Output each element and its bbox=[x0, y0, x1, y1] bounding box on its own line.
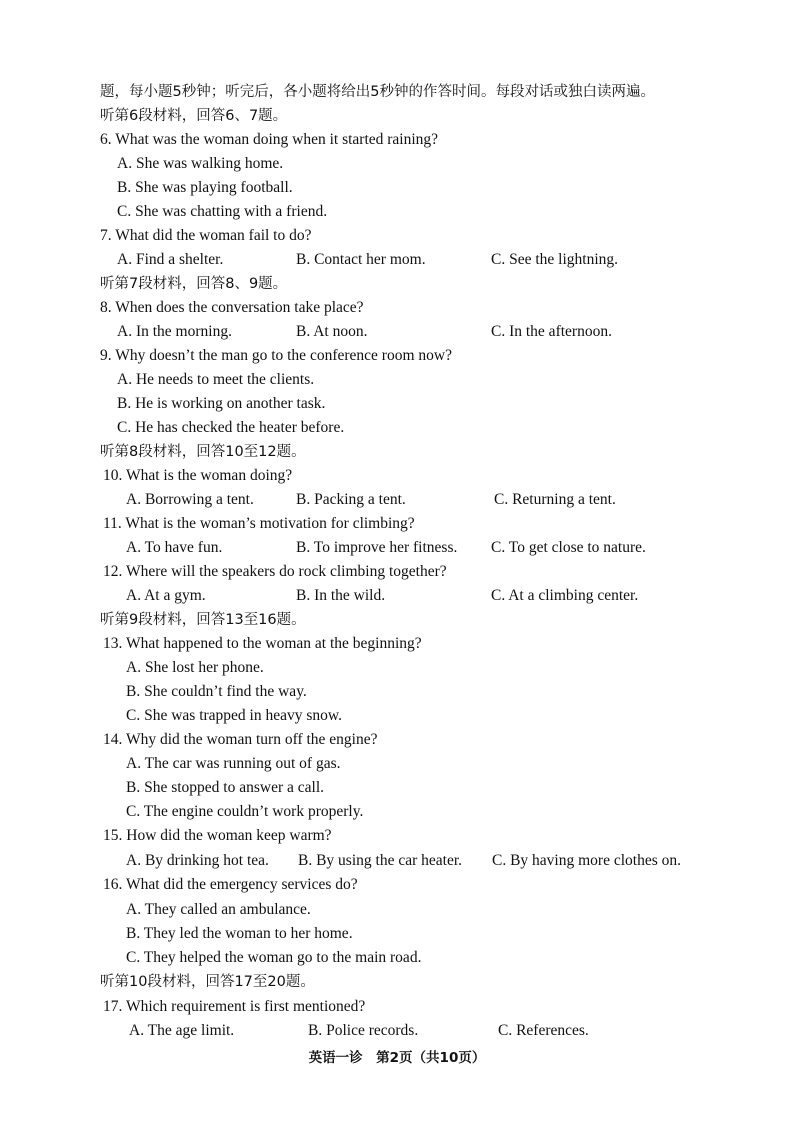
option: A. The age limit. bbox=[129, 1022, 235, 1039]
option: A. By drinking hot tea. bbox=[126, 852, 269, 869]
option: A. They called an ambulance. bbox=[126, 901, 311, 918]
section-label: 听第10段材料，回答17至20题。 bbox=[100, 974, 315, 990]
option: C. He has checked the heater before. bbox=[117, 419, 345, 436]
section-label: 听第9段材料，回答13至16题。 bbox=[100, 612, 306, 628]
option: C. By having more clothes on. bbox=[492, 852, 681, 869]
question-stem: 13. What happened to the woman at the beginning? bbox=[103, 635, 422, 652]
option: A. The car was running out of gas. bbox=[126, 755, 341, 772]
instructions-text: 题，每小题5秒钟；听完后，各小题将给出5秒钟的作答时间。每段对话或独白读两遍。 bbox=[100, 84, 655, 100]
option: A. At a gym. bbox=[126, 587, 206, 604]
option: B. They led the woman to her home. bbox=[126, 925, 353, 942]
option: C. The engine couldn’t work properly. bbox=[126, 803, 364, 820]
question-stem: 17. Which requirement is first mentioned? bbox=[103, 998, 366, 1015]
option: B. Contact her mom. bbox=[296, 251, 426, 268]
option: B. She couldn’t find the way. bbox=[126, 683, 307, 700]
option: B. Packing a tent. bbox=[296, 491, 406, 508]
section-label: 听第8段材料，回答10至12题。 bbox=[100, 444, 306, 460]
option: C. They helped the woman go to the main road. bbox=[126, 949, 422, 966]
option: B. She was playing football. bbox=[117, 179, 293, 196]
option: B. Police records. bbox=[308, 1022, 419, 1039]
option: C. References. bbox=[498, 1022, 589, 1039]
question-stem: 14. Why did the woman turn off the engine? bbox=[103, 731, 378, 748]
option: C. Returning a tent. bbox=[494, 491, 616, 508]
question-stem: 8. When does the conversation take place? bbox=[100, 299, 364, 316]
option: A. To have fun. bbox=[126, 539, 223, 556]
option: B. To improve her fitness. bbox=[296, 539, 458, 556]
question-stem: 11. What is the woman’s motivation for climbing? bbox=[103, 515, 415, 532]
question-stem: 12. Where will the speakers do rock climbing together? bbox=[103, 563, 447, 580]
option: C. In the afternoon. bbox=[491, 323, 612, 340]
option: B. She stopped to answer a call. bbox=[126, 779, 325, 796]
question-stem: 15. How did the woman keep warm? bbox=[103, 827, 332, 844]
question-stem: 7. What did the woman fail to do? bbox=[100, 227, 312, 244]
option: A. Find a shelter. bbox=[117, 251, 224, 268]
question-stem: 9. Why doesn’t the man go to the conference room now? bbox=[100, 347, 452, 364]
option: A. Borrowing a tent. bbox=[126, 491, 254, 508]
section-label: 听第6段材料，回答6、7题。 bbox=[100, 108, 288, 124]
option: C. To get close to nature. bbox=[491, 539, 646, 556]
option: C. She was chatting with a friend. bbox=[117, 203, 328, 220]
option: B. In the wild. bbox=[296, 587, 386, 604]
section-label: 听第7段材料，回答8、9题。 bbox=[100, 276, 288, 292]
option: B. By using the car heater. bbox=[298, 852, 462, 869]
option: C. See the lightning. bbox=[491, 251, 619, 268]
question-stem: 16. What did the emergency services do? bbox=[103, 876, 358, 893]
page-footer: 英语一诊 第2页（共10页） bbox=[308, 1050, 486, 1066]
option: C. She was trapped in heavy snow. bbox=[126, 707, 342, 724]
question-stem: 6. What was the woman doing when it started raining? bbox=[100, 131, 439, 148]
option: A. He needs to meet the clients. bbox=[117, 371, 315, 388]
option: B. At noon. bbox=[296, 323, 368, 340]
question-stem: 10. What is the woman doing? bbox=[103, 467, 293, 484]
option: A. She was walking home. bbox=[117, 155, 284, 172]
option: A. She lost her phone. bbox=[126, 659, 264, 676]
option: B. He is working on another task. bbox=[117, 395, 326, 412]
option: A. In the morning. bbox=[117, 323, 232, 340]
option: C. At a climbing center. bbox=[491, 587, 639, 604]
